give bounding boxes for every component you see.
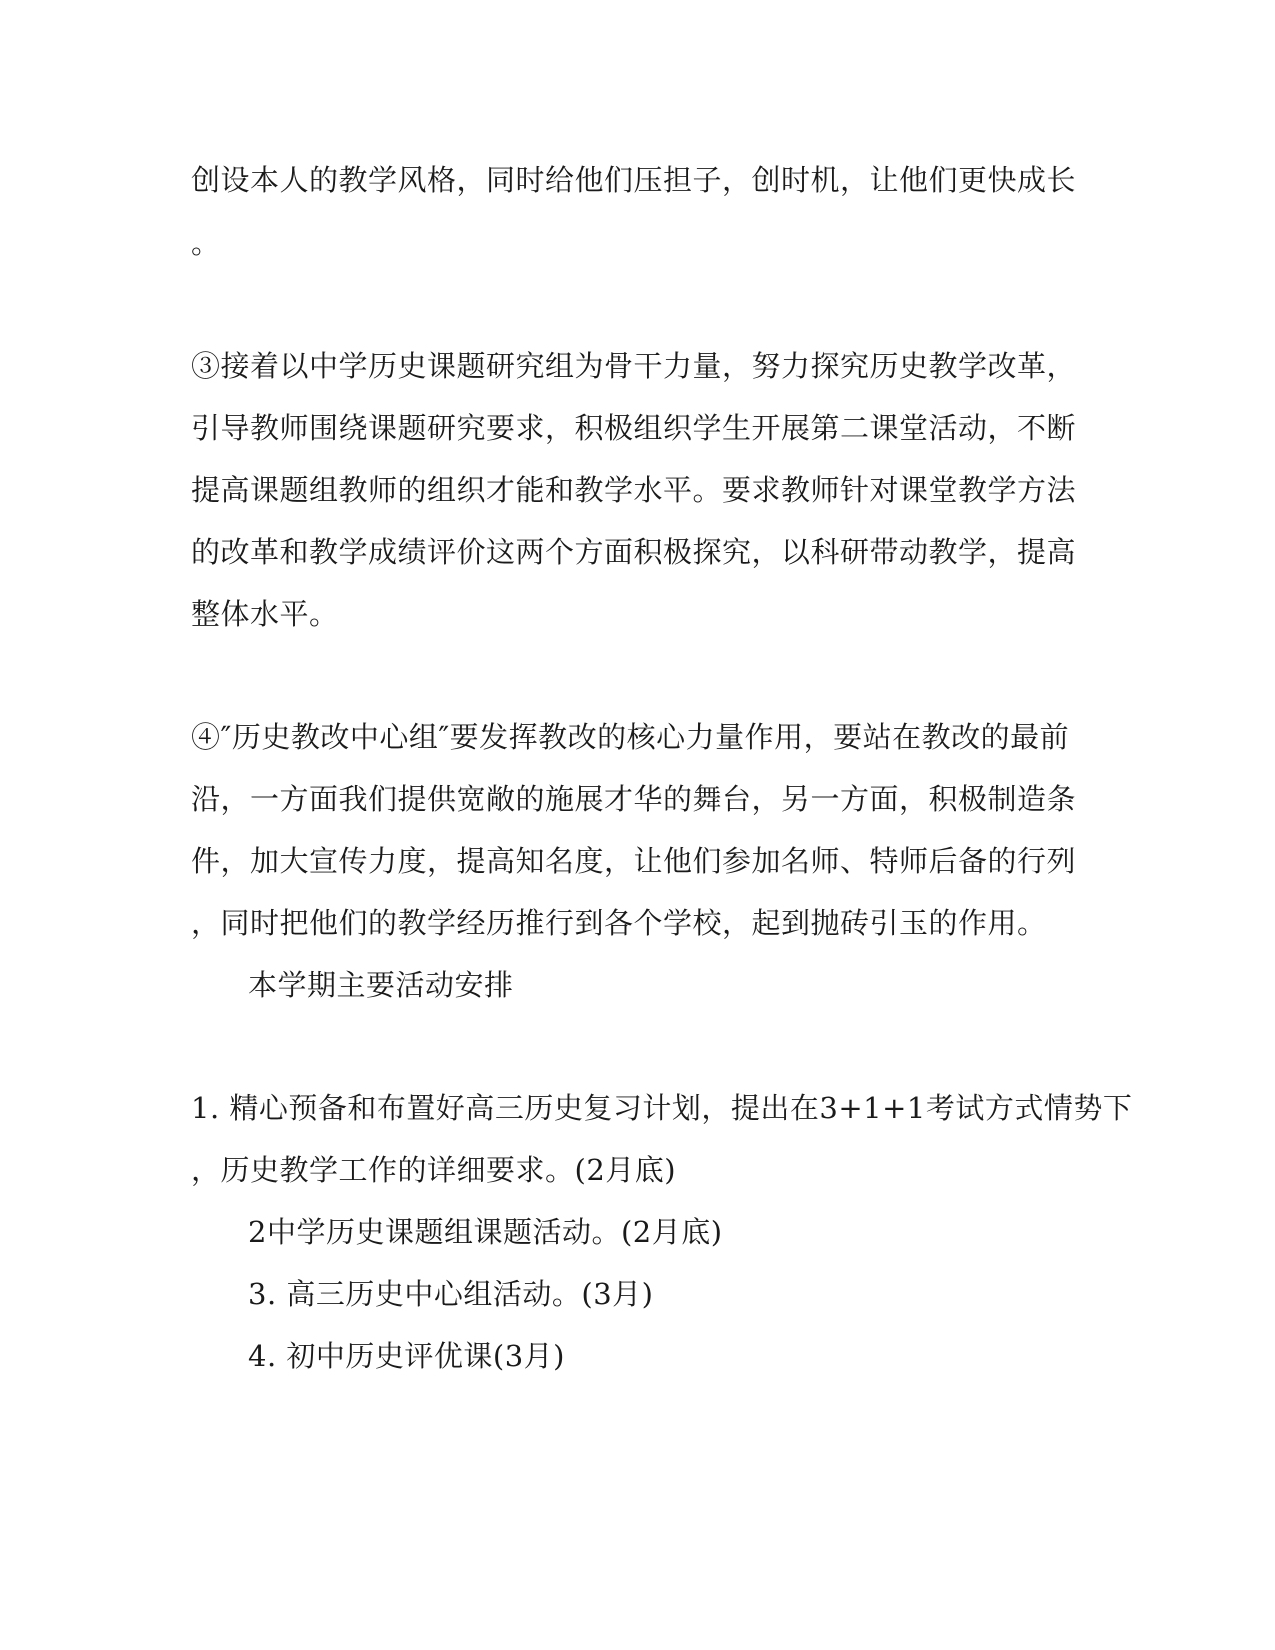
paragraph-1-line-2: 。 (191, 226, 221, 260)
section-heading: 本学期主要活动安排 (248, 968, 514, 1002)
paragraph-2-line-1: ③接着以中学历史课题研究组为骨干力量，努力探究历史教学改革， (191, 349, 1077, 383)
paragraph-2-line-2: 引导教师围绕课题研究要求，积极组织学生开展第二课堂活动，不断 (191, 411, 1077, 445)
paragraph-1-line-1: 创设本人的教学风格，同时给他们压担子，创时机，让他们更快成长 (191, 163, 1077, 197)
paragraph-2-line-3: 提高课题组教师的组织才能和教学水平。要求教师针对课堂教学方法 (191, 473, 1077, 507)
paragraph-3-line-1: ④″历史教改中心组″要发挥教改的核心力量作用，要站在教改的最前 (191, 720, 1070, 754)
activity-3: 3. 高三历史中心组活动。(3月) (248, 1277, 654, 1311)
paragraph-3-line-4: ，同时把他们的教学经历推行到各个学校，起到抛砖引玉的作用。 (191, 906, 1047, 940)
activity-1-line-1: 1. 精心预备和布置好高三历史复习计划，提出在3+1+1考试方式情势下 (191, 1091, 1133, 1125)
activity-1-line-2: ，历史教学工作的详细要求。(2月底) (191, 1153, 677, 1187)
activity-4: 4. 初中历史评优课(3月) (248, 1339, 565, 1373)
paragraph-2-line-4: 的改革和教学成绩评价这两个方面积极探究，以科研带动教学，提高 (191, 535, 1077, 569)
activity-2: 2中学历史课题组课题活动。(2月底) (248, 1215, 723, 1249)
paragraph-3-line-2: 沿，一方面我们提供宽敞的施展才华的舞台，另一方面，积极制造条 (191, 782, 1077, 816)
paragraph-2-line-5: 整体水平。 (191, 597, 339, 631)
paragraph-3-line-3: 件，加大宣传力度，提高知名度，让他们参加名师、特师后备的行列 (191, 844, 1077, 878)
